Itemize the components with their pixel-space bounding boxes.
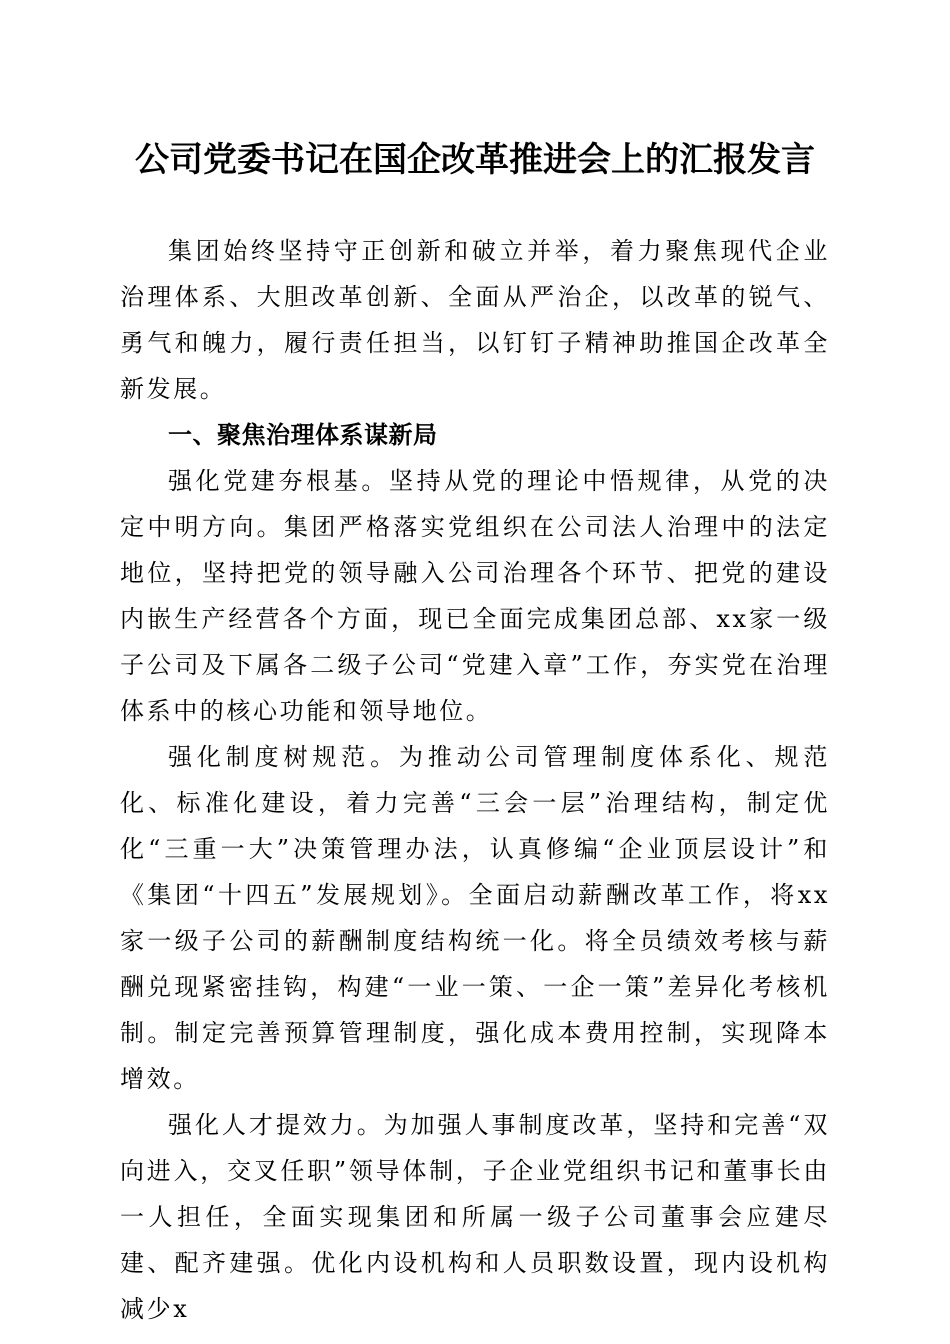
paragraph-system-norms: 强化制度树规范。为推动公司管理制度体系化、规范化、标准化建设，着力完善“三会一层”治理结构，制定优化“三重一大”决策管理办法，认真修编“企业顶层设计”和《集团“十四五”发展规划》。全面启动薪酬改革工作，将xx家一级子公司的薪酬制度结构统一化。将全员绩效考核与薪酬兑现紧密挂钩，构建“一业一策、一企一策”差异化考核机制。制定完善预算管理制度，强化成本费用控制，实现降本增效。	[120, 743, 830, 1093]
paragraph-party-building: 强化党建夯根基。坚持从党的理论中悟规律，从党的决定中明方向。集团严格落实党组织在公司法人治理中的法定地位，坚持把党的领导融入公司治理各个环节、把党的建设内嵌生产经营各个方面，现已全面完成集团总部、xx家一级子公司及下属各二级子公司“党建入章”工作，夯实党在治理体系中的核心功能和领导地位。	[120, 467, 830, 725]
document-title: 公司党委书记在国企改革推进会上的汇报发言	[135, 140, 815, 180]
document-body	[120, 228, 830, 1332]
section-heading: 一、聚焦治理体系谋新局	[168, 421, 438, 449]
intro-paragraph: 集团始终坚持守正创新和破立并举，着力聚焦现代企业治理体系、大胆改革创新、全面从严治企，以改革的锐气、勇气和魄力，履行责任担当，以钉钉子精神助推国企改革全新发展。	[120, 237, 830, 403]
paragraph-talent: 强化人才提效力。为加强人事制度改革，坚持和完善“双向进入，交叉任职”领导体制，子企业党组织书记和董事长由一人担任，全面实现集团和所属一级子公司董事会应建尽建、配齐建强。优化内设机构和人员职数设置，现内设机构减少x	[120, 1111, 830, 1323]
